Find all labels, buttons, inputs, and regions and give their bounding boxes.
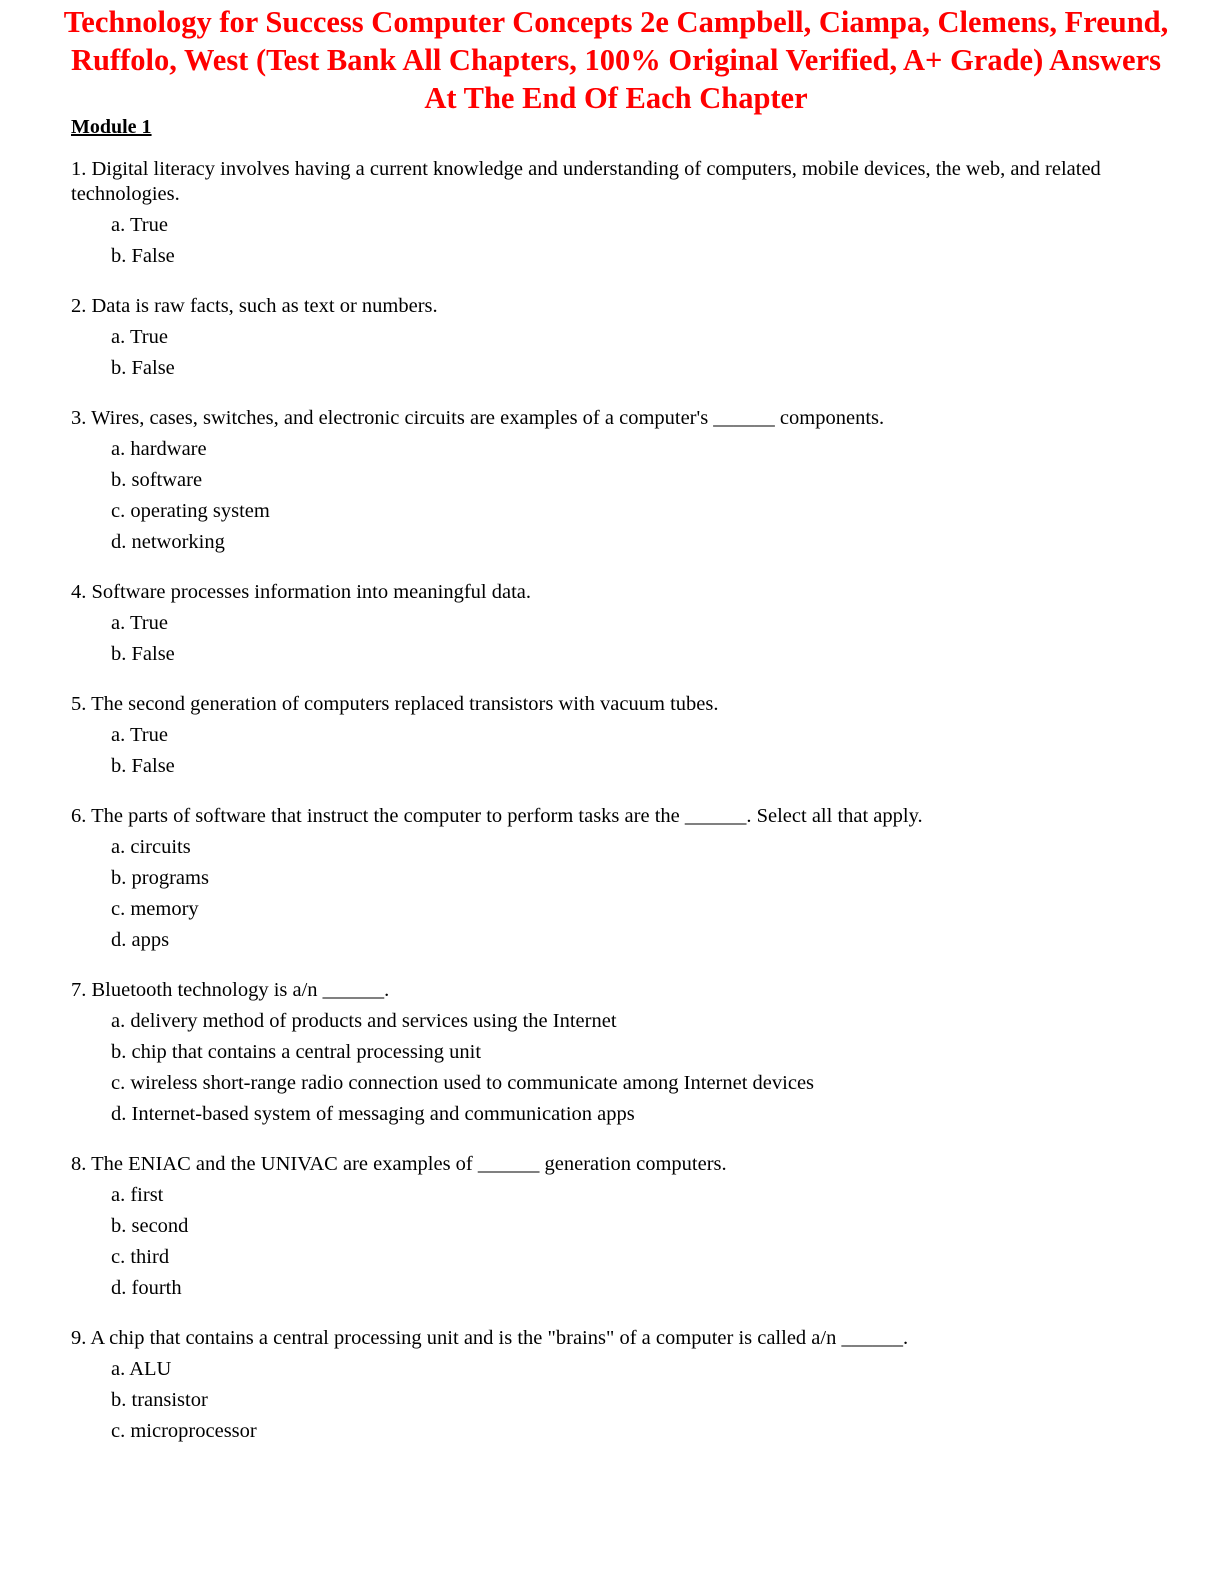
question-item bbox=[71, 157, 1161, 272]
question-text: 5. The second generation of computers replaced transistors with vacuum tubes. bbox=[71, 693, 719, 715]
answer-option: b. second bbox=[111, 1214, 189, 1237]
answer-option: a. hardware bbox=[111, 437, 207, 460]
answer-options bbox=[71, 434, 1161, 558]
answer-option: a. True bbox=[111, 611, 168, 634]
question-text: 9. A chip that contains a central processing unit and is the "brains" of a computer is called a/n ______. bbox=[71, 1327, 909, 1349]
answer-option: d. networking bbox=[111, 530, 225, 553]
answer-options bbox=[71, 210, 1161, 272]
question-text: 3. Wires, cases, switches, and electronic circuits are examples of a computer's ______ components. bbox=[71, 407, 885, 429]
answer-option: c. third bbox=[111, 1245, 170, 1268]
question-item bbox=[71, 804, 1161, 956]
answer-option: a. ALU bbox=[111, 1357, 172, 1380]
question-text: 1. Digital literacy involves having a current knowledge and understanding of computers, mobile devices, the web, and related technologies. bbox=[71, 158, 1101, 205]
answer-option: d. Internet-based system of messaging and communication apps bbox=[111, 1102, 635, 1125]
answer-option: c. operating system bbox=[111, 499, 270, 522]
question-text: 7. Bluetooth technology is a/n ______. bbox=[71, 979, 390, 1001]
answer-option: b. software bbox=[111, 468, 203, 491]
document-title: Technology for Success Computer Concepts 2e Campbell, Ciampa, Clemens, Freund, Ruffolo, West (Test Bank All Chapters, 100% Original Verified, A+ Grade) Answers At The End Of Each Chapter bbox=[63, 5, 1169, 115]
question-item bbox=[71, 406, 1161, 558]
question-list bbox=[71, 157, 1161, 1469]
answer-options bbox=[71, 1006, 1161, 1130]
question-text: 8. The ENIAC and the UNIVAC are examples of ______ generation computers. bbox=[71, 1153, 727, 1175]
answer-options bbox=[71, 322, 1161, 384]
question-item bbox=[71, 692, 1161, 782]
answer-option: a. circuits bbox=[111, 835, 191, 858]
question-text: 2. Data is raw facts, such as text or numbers. bbox=[71, 295, 438, 317]
answer-option: a. first bbox=[111, 1183, 164, 1206]
answer-option: a. True bbox=[111, 213, 168, 236]
question-text: 6. The parts of software that instruct the computer to perform tasks are the ______. Select all that apply. bbox=[71, 805, 923, 827]
question-item bbox=[71, 294, 1161, 384]
question-text: 4. Software processes information into meaningful data. bbox=[71, 581, 531, 603]
answer-options bbox=[71, 608, 1161, 670]
answer-option: a. delivery method of products and services using the Internet bbox=[111, 1009, 617, 1032]
answer-options bbox=[71, 720, 1161, 782]
module-heading: Module 1 bbox=[71, 116, 152, 138]
answer-option: c. wireless short-range radio connection used to communicate among Internet devices bbox=[111, 1071, 815, 1094]
answer-option: b. False bbox=[111, 244, 175, 267]
answer-option: c. microprocessor bbox=[111, 1419, 257, 1442]
answer-option: d. apps bbox=[111, 928, 170, 951]
answer-option: b. False bbox=[111, 356, 175, 379]
answer-option: b. False bbox=[111, 754, 175, 777]
answer-option: c. memory bbox=[111, 897, 199, 920]
answer-options bbox=[71, 1180, 1161, 1304]
answer-option: b. False bbox=[111, 642, 175, 665]
question-item bbox=[71, 978, 1161, 1130]
answer-options bbox=[71, 832, 1161, 956]
answer-option: d. fourth bbox=[111, 1276, 182, 1299]
answer-option: a. True bbox=[111, 723, 168, 746]
answer-option: a. True bbox=[111, 325, 168, 348]
answer-option: b. transistor bbox=[111, 1388, 208, 1411]
answer-options bbox=[71, 1354, 1161, 1447]
answer-option: b. chip that contains a central processing unit bbox=[111, 1040, 482, 1063]
question-item bbox=[71, 1326, 1161, 1447]
answer-option: b. programs bbox=[111, 866, 209, 889]
question-item bbox=[71, 1152, 1161, 1304]
question-item bbox=[71, 580, 1161, 670]
